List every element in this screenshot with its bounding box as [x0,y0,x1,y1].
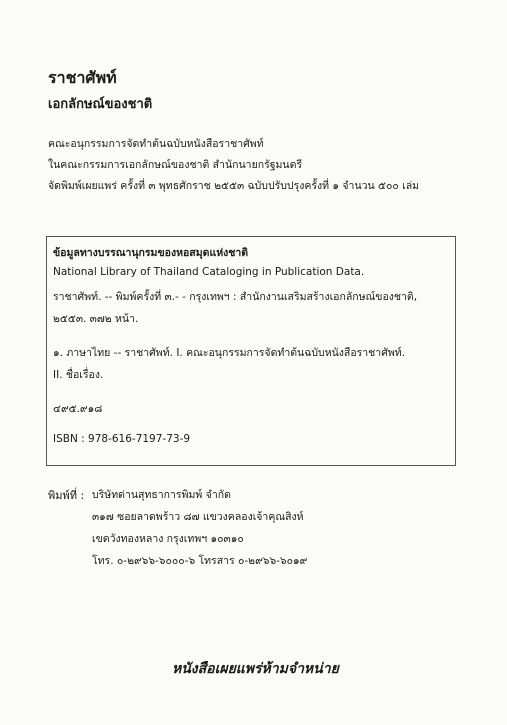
printer-name: บริษัทด่านสุทธาการพิมพ์ จำกัด [92,489,231,501]
book-title: ราชาศัพท์ [48,68,117,87]
printer-address-line-2: เขตวังทองหลาง กรุงเทพฯ ๑๐๓๑๐ [92,533,244,545]
cip-subject-line-1: ๑. ภาษาไทย -- ราชาศัพท์. I. คณะอนุกรรมการจัดทำต้นฉบับหนังสือราชาศัพท์. [53,347,406,359]
cip-classification: ๔๙๕.๙๑๘ [53,403,103,415]
cip-entry-line-1: ราชาศัพท์. -- พิมพ์ครั้งที่ ๓.- - กรุงเทพฯ : สำนักงานเสริมสร้างเอกลักษณ์ของชาติ, [53,291,418,303]
cip-isbn: ISBN : 978-616-7197-73-9 [53,433,191,445]
credit-line-committee: คณะอนุกรรมการจัดทำต้นฉบับหนังสือราชาศัพท์ [48,138,264,150]
cip-entry-line-2: ๒๕๕๓. ๓๗๒ หน้า. [53,313,139,325]
credit-line-office: ในคณะกรรมการเอกลักษณ์ของชาติ สำนักนายกรัฐมนตรี [48,159,303,171]
credit-line-edition: จัดพิมพ์เผยแพร่ ครั้งที่ ๓ พุทธศักราช ๒๕๕๓ ฉบับปรับปรุงครั้งที่ ๑ จำนวน ๕๐๐ เล่ม [48,180,420,192]
cip-data-box [46,236,456,466]
book-subtitle: เอกลักษณ์ของชาติ [48,97,153,112]
printer-address-line-1: ๓๑๗ ซอยลาดพร้าว ๘๗ แขวงคลองเจ้าคุณสิงห์ [92,511,304,523]
cip-heading: ข้อมูลทางบรรณานุกรมของหอสมุดแห่งชาติ [53,247,249,259]
printer-phone: โทร. ๐-๒๙๖๖-๖๐๐๐-๖ โทรสาร ๐-๒๙๖๖-๖๐๑๙ [92,555,308,567]
cip-subject-line-2: II. ชื่อเรื่อง. [53,369,104,381]
not-for-sale-notice: หนังสือเผยแพร่ห้ามจำหน่าย [172,661,339,677]
printer-label: พิมพ์ที่ : [48,489,85,502]
cip-heading-en: National Library of Thailand Cataloging in Publication Data. [53,266,365,278]
